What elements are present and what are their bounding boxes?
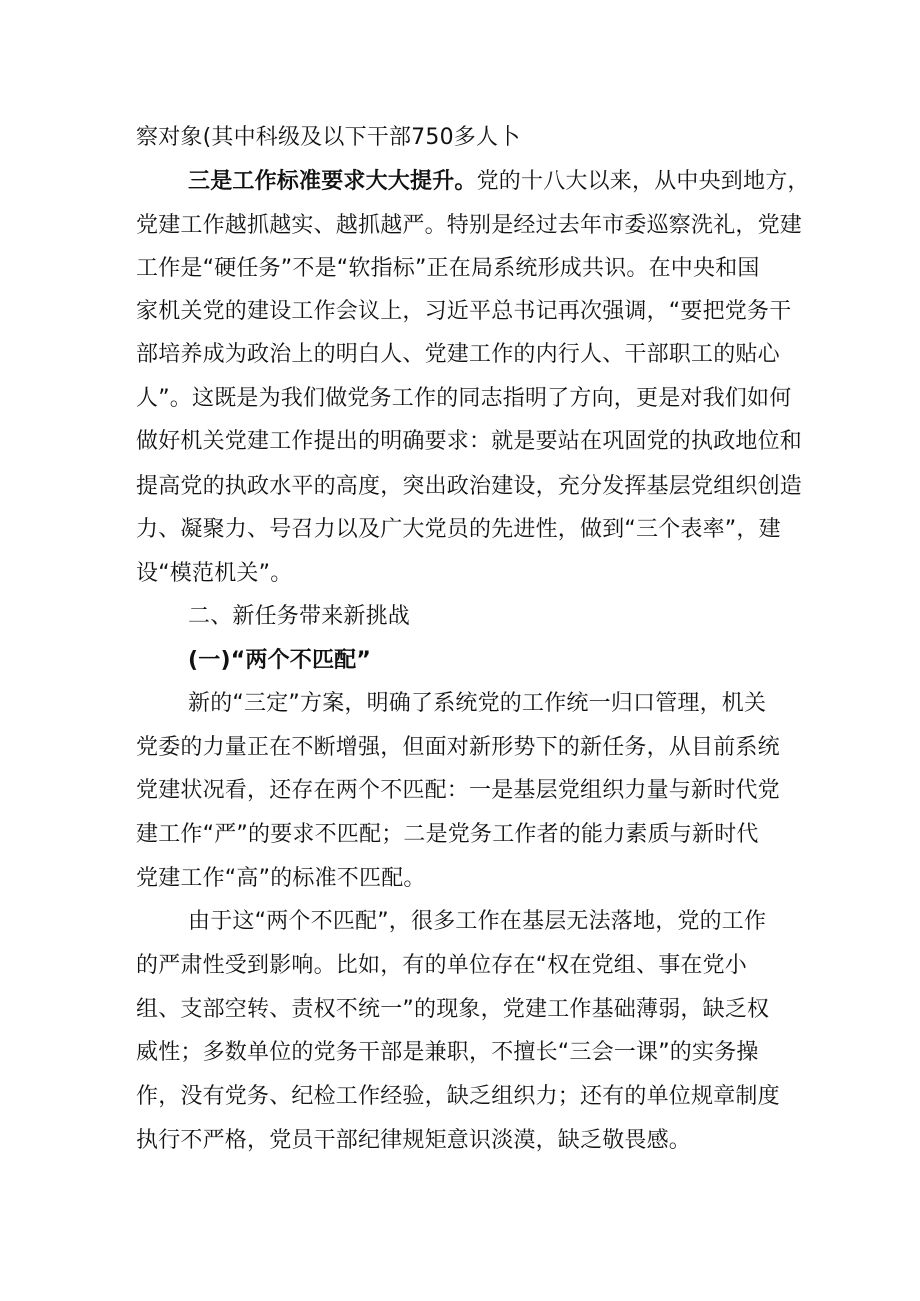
text-line-8: 做好机关党建工作提出的明确要求：就是要站在巩固党的执政地位和: [136, 429, 803, 454]
text-segment: 党的十八大以来，从中央到地方，: [476, 169, 810, 194]
text-line-22: 威性；多数单位的党务干部是兼职，不擅长“三会一课”的实务操: [136, 1040, 759, 1065]
text-line-24: 执行不严格，党员干部纪律规矩意识淡漠，缺乏敬畏感。: [136, 1128, 692, 1153]
text-line-3: 党建工作越抓越实、越抓越严。特别是经过去年市委巡察洗礼，党建: [136, 213, 803, 238]
text-line-1: 察对象(其中科级及以下干部750多人卜: [136, 125, 521, 150]
text-line-5: 家机关党的建设工作会议上，习近平总书记再次强调，“要把党务干: [136, 299, 792, 324]
section-heading: 二、新任务带来新挑战: [188, 604, 411, 629]
text-line-18: 党建工作“高”的标准不匹配。: [136, 866, 426, 891]
text-line-14: 新的“三定”方案，明确了系统党的工作统一归口管理，机关: [188, 691, 767, 716]
text-line-20: 的严肃性受到影响。比如，有的单位存在“权在党组、事在党小: [136, 953, 747, 978]
text-line-4: 工作是“硬任务”不是“软指标”正在局系统形成共识。在中央和国: [136, 256, 760, 281]
text-line-17: 建工作“严”的要求不匹配；二是党务工作者的能力素质与新时代: [136, 822, 759, 847]
subsection-heading: (一)“两个不匹配”: [188, 648, 372, 673]
text-line-19: 由于这“两个不匹配”，很多工作在基层无法落地，党的工作: [188, 909, 767, 934]
text-line-11: 设“模范机关”。: [136, 561, 293, 586]
text-line-23: 作，没有党务、纪检工作经验，缺乏组织力；还有的单位规章制度: [136, 1084, 780, 1109]
text-line-9: 提高党的执政水平的高度，突出政治建设，充分发挥基层党组织创造: [136, 474, 803, 499]
text-line-15: 党委的力量正在不断增强，但面对新形势下的新任务，从目前系统: [136, 735, 780, 760]
text-line-10: 力、凝聚力、号召力以及广大党员的先进性，做到“三个表率”，建: [136, 517, 781, 542]
text-line-21: 组、支部空转、责权不统一”的现象，党建工作基础薄弱，缺乏权: [136, 997, 770, 1022]
text-line-2: [188, 167, 810, 197]
text-line-6: 部培养成为政治上的明白人、党建工作的内行人、干部职工的贴心: [136, 342, 780, 367]
text-line-7: 人”。这既是为我们做党务工作的同志指明了方向，更是对我们如何: [136, 386, 792, 411]
text-line-16: 党建状况看，还存在两个不匹配：一是基层党组织力量与新时代党: [136, 778, 780, 803]
bold-heading-standards: 三是工作标准要求大大提升。: [188, 169, 477, 194]
